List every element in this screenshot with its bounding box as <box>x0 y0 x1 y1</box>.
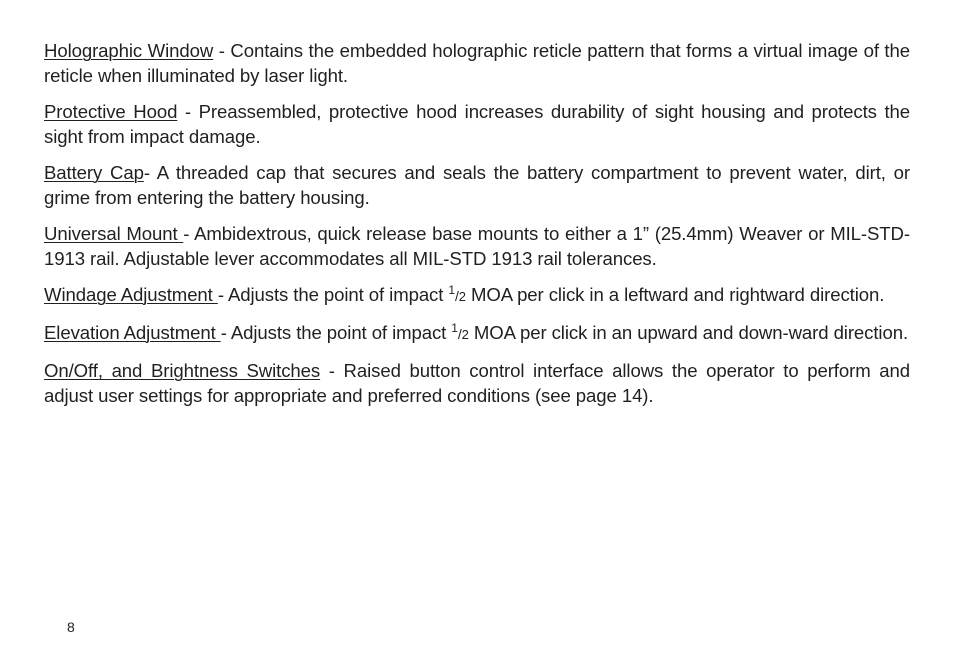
description-holographic-window: - Contains the embedded holographic reticle pattern that forms a virtual image of the reticle when illuminated by laser light. <box>44 40 910 86</box>
paragraph-switches <box>44 358 910 408</box>
term-windage-adjustment: Windage Adjustment <box>44 284 218 305</box>
fraction-denominator: 2 <box>461 327 469 342</box>
description-elevation-after: MOA per click in an upward and down-ward direction. <box>468 322 909 343</box>
fraction-denominator: 2 <box>458 289 466 304</box>
paragraph-protective-hood <box>44 99 910 149</box>
term-holographic-window: Holographic Window <box>44 40 214 61</box>
description-universal-mount: - Ambidextrous, quick release base mounts to either a 1” (25.4mm) Weaver or MIL-STD-1913 rail. Adjustable lever accommodates all MIL-STD 1913 rail tolerances. <box>44 223 910 269</box>
description-switches: - Raised button control interface allows the operator to perform and adjust user settings for appropriate and preferred conditions (see page 14). <box>44 360 910 406</box>
term-universal-mount: Universal Mount <box>44 223 184 244</box>
term-elevation-adjustment: Elevation Adjustment <box>44 322 221 343</box>
paragraph-universal-mount <box>44 221 910 271</box>
fraction-half: $^1$/2 <box>451 321 469 342</box>
fraction-half: $^1$/2 <box>448 283 466 304</box>
term-switches: On/Off, and Brightness Switches <box>44 360 321 381</box>
page-number: 8 <box>67 619 75 635</box>
fraction-numerator: 1 <box>448 283 455 297</box>
term-protective-hood: Protective Hood <box>44 101 178 122</box>
paragraph-holographic-window <box>44 38 910 88</box>
description-protective-hood: - Preassembled, protective hood increases durability of sight housing and protects the sight from impact damage. <box>44 101 910 147</box>
document-body <box>44 38 910 419</box>
description-elevation-before: - Adjusts the point of impact <box>220 322 452 343</box>
description-windage-before: - Adjusts the point of impact <box>217 284 449 305</box>
term-battery-cap: Battery Cap <box>44 162 144 183</box>
description-windage-after: MOA per click in a leftward and rightward direction. <box>465 284 885 305</box>
paragraph-battery-cap <box>44 160 910 210</box>
description-battery-cap: - A threaded cap that secures and seals the battery compartment to prevent water, dirt, or grime from entering the battery housing. <box>44 162 910 208</box>
fraction-numerator: 1 <box>451 321 458 335</box>
paragraph-elevation-adjustment <box>44 320 910 347</box>
paragraph-windage-adjustment <box>44 282 910 309</box>
